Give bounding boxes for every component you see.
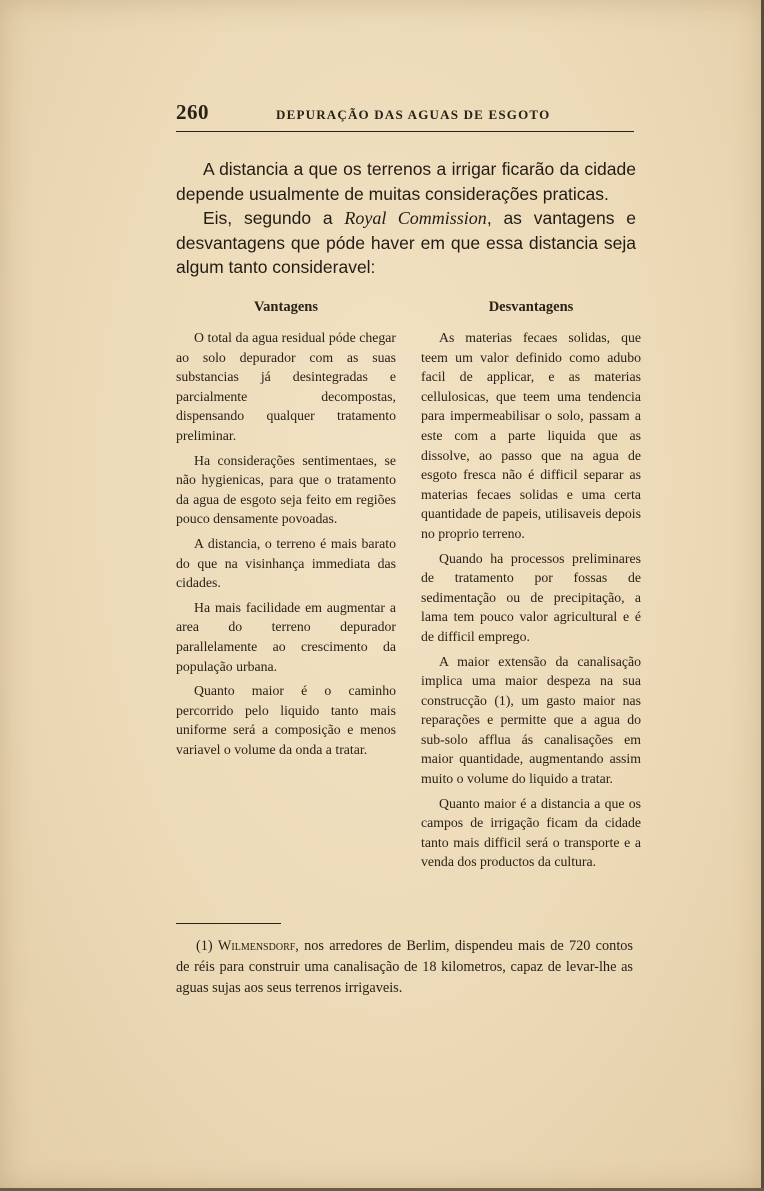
page-number: 260 (176, 100, 209, 124)
royal-commission-italic: Royal Commission (344, 208, 487, 228)
vantagens-paragraph: Ha mais facilidade em augmentar a area do terreno depurador parallelamente ao crescimento da população urbana. (176, 599, 396, 674)
desvantagens-heading: Desvantagens (488, 299, 574, 315)
vantagens-column (176, 297, 396, 764)
footnote-marker: (1) (196, 938, 218, 954)
desvantagens-paragraph: As materias fecaes solidas, que teem um valor definido como adubo facil de applicar, e as materias cellulosicas, que teem uma tendencia para impermeabilisar o solo, passam a este com a parte liquida que as dissolve, ao passo que na agua de esgoto fresca não é difficil separar as materias fecaes solidas e uma certa quantidade de papeis, utilisaveis depois no proprio terreno. (421, 330, 641, 541)
intro-paragraph-2-end: , as vantagens e desvantagens que póde haver em que essa distancia seja algum tanto consideravel: (176, 208, 636, 277)
footnote (176, 936, 633, 999)
footnote-text: , nos arredores de Berlim, dispendeu mais de 720 contos de réis para construir uma canalisação de 18 kilometros, capaz de levar-lhe as aguas sujas aos seus terrenos irrigaveis. (176, 938, 633, 996)
desvantagens-paragraph: Quanto maior é a distancia a que os campos de irrigação ficam da cidade tanto mais difficil será o transporte e a venda dos productos da cultura. (421, 795, 641, 870)
running-title: DEPURAÇÃO DAS AGUAS DE ESGOTO (276, 107, 551, 122)
vantagens-heading: Vantagens (254, 299, 318, 315)
page-header (176, 100, 634, 130)
vantagens-paragraph: Quanto maior é o caminho percorrido pelo liquido tanto mais uniforme será a composição e menos variavel o volume da onda a tratar. (176, 683, 396, 757)
vantagens-paragraph: O total da agua residual póde chegar ao solo depurador com as suas substancias já desintegradas e parcialmente decompostas, dispensando qualquer tratamento preliminar. (176, 330, 396, 443)
desvantagens-paragraph: Quando ha processos preliminares de tratamento por fossas de sedimentação ou de precipitação, a lama tem pouco valor agricultural e é de difficil emprego. (421, 550, 641, 644)
intro-paragraph-2-start: Eis, segundo a (203, 208, 345, 228)
vantagens-paragraph: Ha considerações sentimentaes, se não hygienicas, para que o tratamento da agua de esgoto seja feito em regiões pouco densamente povoadas. (176, 452, 396, 527)
desvantagens-column (421, 297, 641, 877)
vantagens-paragraph: A distancia, o terreno é mais barato do que na visinhança immediata das cidades. (176, 535, 396, 591)
header-rule (176, 131, 634, 132)
intro-text (176, 157, 636, 280)
footnote-rule (176, 923, 281, 924)
footnote-paragraph (176, 936, 633, 999)
intro-paragraph-2 (176, 206, 636, 280)
intro-paragraph-1: A distancia a que os terrenos a irrigar ficarão da cidade depende usualmente de muitas considerações praticas. (176, 159, 636, 204)
desvantagens-paragraph: A maior extensão da canalisação implica uma maior despeza na sua construcção (1), um gasto maior nas reparações e permitte que a agua do sub-solo afflua ás canalisações em maior quantidade, augmentando assim muito o volume do liquido a tratar. (421, 653, 641, 787)
footnote-name: Wilmensdorf (217, 938, 296, 954)
